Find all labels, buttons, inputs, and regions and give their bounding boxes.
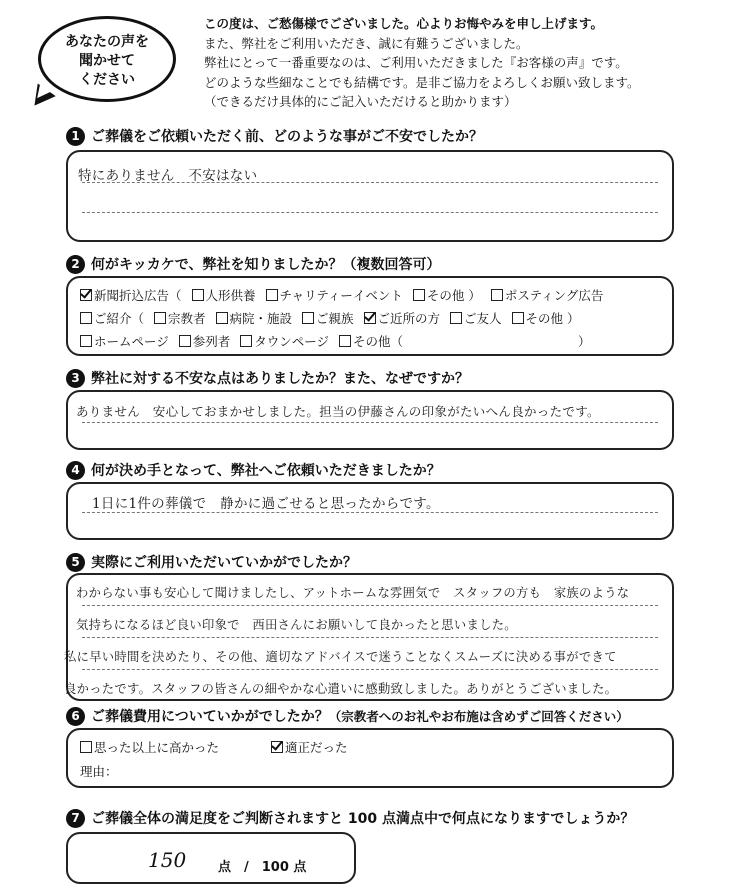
handwritten-answer: ありません 安心しておまかせしました。担当の伊藤さんの印象がたいへん良かったです。 bbox=[76, 404, 600, 419]
score-unit: 点 / 100 点 bbox=[218, 860, 307, 875]
bubble-line: ください bbox=[79, 72, 135, 88]
checkbox-icon bbox=[80, 312, 92, 324]
intro-line: この度は、ご愁傷様でございました。心よりお悔やみを申し上げます。 bbox=[204, 16, 604, 31]
option-attendee[interactable]: 参列者 bbox=[179, 334, 231, 349]
checkbox-icon bbox=[512, 312, 524, 324]
question-note: （宗教者へのお礼やお布施は含めずご回答ください） bbox=[328, 709, 629, 724]
intro-line: （できるだけ具体的にご記入いただけると助かります） bbox=[204, 94, 517, 109]
checkbox-icon bbox=[240, 335, 252, 347]
question-text: ご葬儀全体の満足度をご判断されますと 100 点満点中で何点になりますでしょうか？ bbox=[91, 811, 635, 827]
question-number: 4 bbox=[66, 461, 85, 480]
voice-bubble bbox=[38, 16, 176, 102]
question-text: 何が決め手となって、弊社へご依頼いただきましたか？ bbox=[91, 463, 441, 479]
rule-line bbox=[82, 422, 658, 423]
question-text: ご葬儀費用についていかがでしたか？ bbox=[91, 709, 329, 725]
intro-line: どのような些細なことでも結構です。是非ご協力をよろしくお願い致します。 bbox=[204, 74, 640, 90]
bubble-line: 聞かせて bbox=[79, 53, 135, 69]
option-posting-ad[interactable]: ポスティング広告 bbox=[491, 288, 604, 303]
checkbox-icon bbox=[302, 312, 314, 324]
question-number: 2 bbox=[66, 255, 85, 274]
option-neighbors[interactable]: ご近所の方 bbox=[364, 311, 441, 326]
question-4 bbox=[66, 460, 441, 480]
option-charity-event[interactable]: チャリティーイベント bbox=[266, 288, 403, 303]
option-row bbox=[80, 332, 597, 350]
question-1 bbox=[66, 126, 483, 146]
checkbox-icon bbox=[179, 335, 191, 347]
checkbox-icon bbox=[266, 289, 278, 301]
question-text: 何がキッカケで、弊社を知りましたか？（複数回答可） bbox=[91, 257, 441, 273]
answer-box-3[interactable] bbox=[66, 390, 674, 450]
question-text: 実際にご利用いただいていかがでしたか？ bbox=[91, 555, 357, 571]
option-homepage[interactable]: ホームページ bbox=[80, 334, 169, 349]
checkbox-icon bbox=[154, 312, 166, 324]
question-5 bbox=[66, 552, 357, 572]
rule-line bbox=[82, 212, 658, 213]
handwritten-answer: 気持ちになるほど良い印象で 西田さんにお願いして良かったと思いました。 bbox=[76, 618, 517, 632]
intro-line: また、弊社をご利用いただき、誠に有難うございました。 bbox=[204, 35, 529, 51]
question-3 bbox=[66, 368, 469, 388]
rule-line bbox=[82, 637, 658, 638]
answer-box-5[interactable] bbox=[66, 573, 674, 701]
score-box[interactable] bbox=[66, 832, 356, 884]
option-other-2[interactable]: その他 ） bbox=[512, 311, 580, 326]
question-7 bbox=[66, 808, 634, 828]
handwritten-answer: 特にありません 不安はない bbox=[78, 168, 258, 184]
rule-line bbox=[82, 512, 658, 513]
question-number: 1 bbox=[66, 127, 85, 146]
intro-text bbox=[204, 14, 734, 112]
option-other[interactable]: その他 ） bbox=[413, 288, 481, 303]
option-hospital[interactable]: 病院・施設 bbox=[216, 311, 293, 326]
option-referral[interactable]: ご紹介（ bbox=[80, 311, 144, 326]
handwritten-answer: 良かったです。スタッフの皆さんの細やかな心遣いに感動致しました。ありがとうございました。 bbox=[64, 682, 618, 696]
checkbox-icon bbox=[413, 289, 425, 301]
option-newspaper[interactable]: 新聞折込広告（ bbox=[80, 288, 182, 303]
checkbox-icon bbox=[80, 335, 92, 347]
checkbox-icon bbox=[216, 312, 228, 324]
checkbox-icon bbox=[491, 289, 503, 301]
checkbox-icon bbox=[450, 312, 462, 324]
bubble-line: あなたの声を bbox=[65, 34, 149, 50]
handwritten-answer: 1日に1件の葬儀で 静かに過ごせると思ったからです。 bbox=[92, 496, 440, 512]
answer-box-4[interactable] bbox=[66, 482, 674, 540]
reason-label: 理由： bbox=[80, 764, 118, 779]
checkbox-checked-icon bbox=[364, 312, 376, 324]
score-value: 150 bbox=[148, 848, 187, 872]
option-other-3[interactable]: その他（ ） bbox=[339, 334, 591, 349]
question-6 bbox=[66, 706, 629, 726]
rule-line bbox=[82, 669, 658, 670]
question-text: 弊社に対する不安な点はありましたか？また、なぜですか？ bbox=[91, 371, 469, 387]
handwritten-answer: 私に早い時間を決めたり、その他、適切なアドバイスで迷うことなくスムーズに決める事ができて bbox=[64, 650, 617, 664]
option-reasonable[interactable]: 適正だった bbox=[271, 740, 348, 755]
checkbox-checked-icon bbox=[271, 741, 283, 753]
checkbox-icon bbox=[339, 335, 351, 347]
option-row bbox=[80, 738, 354, 756]
options-box-2 bbox=[66, 276, 674, 356]
option-friends[interactable]: ご友人 bbox=[450, 311, 502, 326]
intro-line: 弊社にとって一番重要なのは、ご利用いただきました『お客様の声』です。 bbox=[204, 55, 628, 70]
option-more-expensive[interactable]: 思った以上に高かった bbox=[80, 740, 219, 755]
question-text: ご葬儀をご依頼いただく前、どのような事がご不安でしたか？ bbox=[91, 129, 483, 145]
option-doll-memorial[interactable]: 人形供養 bbox=[192, 288, 256, 303]
handwritten-answer: わからない事も安心して聞けましたし、アットホームな雰囲気で スタッフの方も 家族のような bbox=[76, 586, 630, 600]
option-relatives[interactable]: ご親族 bbox=[302, 311, 354, 326]
question-number: 7 bbox=[66, 809, 85, 828]
options-box-6 bbox=[66, 728, 674, 788]
rule-line bbox=[82, 605, 658, 606]
answer-box-1[interactable] bbox=[66, 150, 674, 242]
option-row bbox=[80, 286, 609, 304]
checkbox-checked-icon bbox=[80, 289, 92, 301]
option-row bbox=[80, 309, 585, 327]
option-clergy[interactable]: 宗教者 bbox=[154, 311, 206, 326]
question-number: 5 bbox=[66, 553, 85, 572]
checkbox-icon bbox=[80, 741, 92, 753]
question-number: 6 bbox=[66, 707, 85, 726]
question-number: 3 bbox=[66, 369, 85, 388]
question-2 bbox=[66, 254, 440, 274]
checkbox-icon bbox=[192, 289, 204, 301]
option-town-page[interactable]: タウンページ bbox=[240, 334, 329, 349]
